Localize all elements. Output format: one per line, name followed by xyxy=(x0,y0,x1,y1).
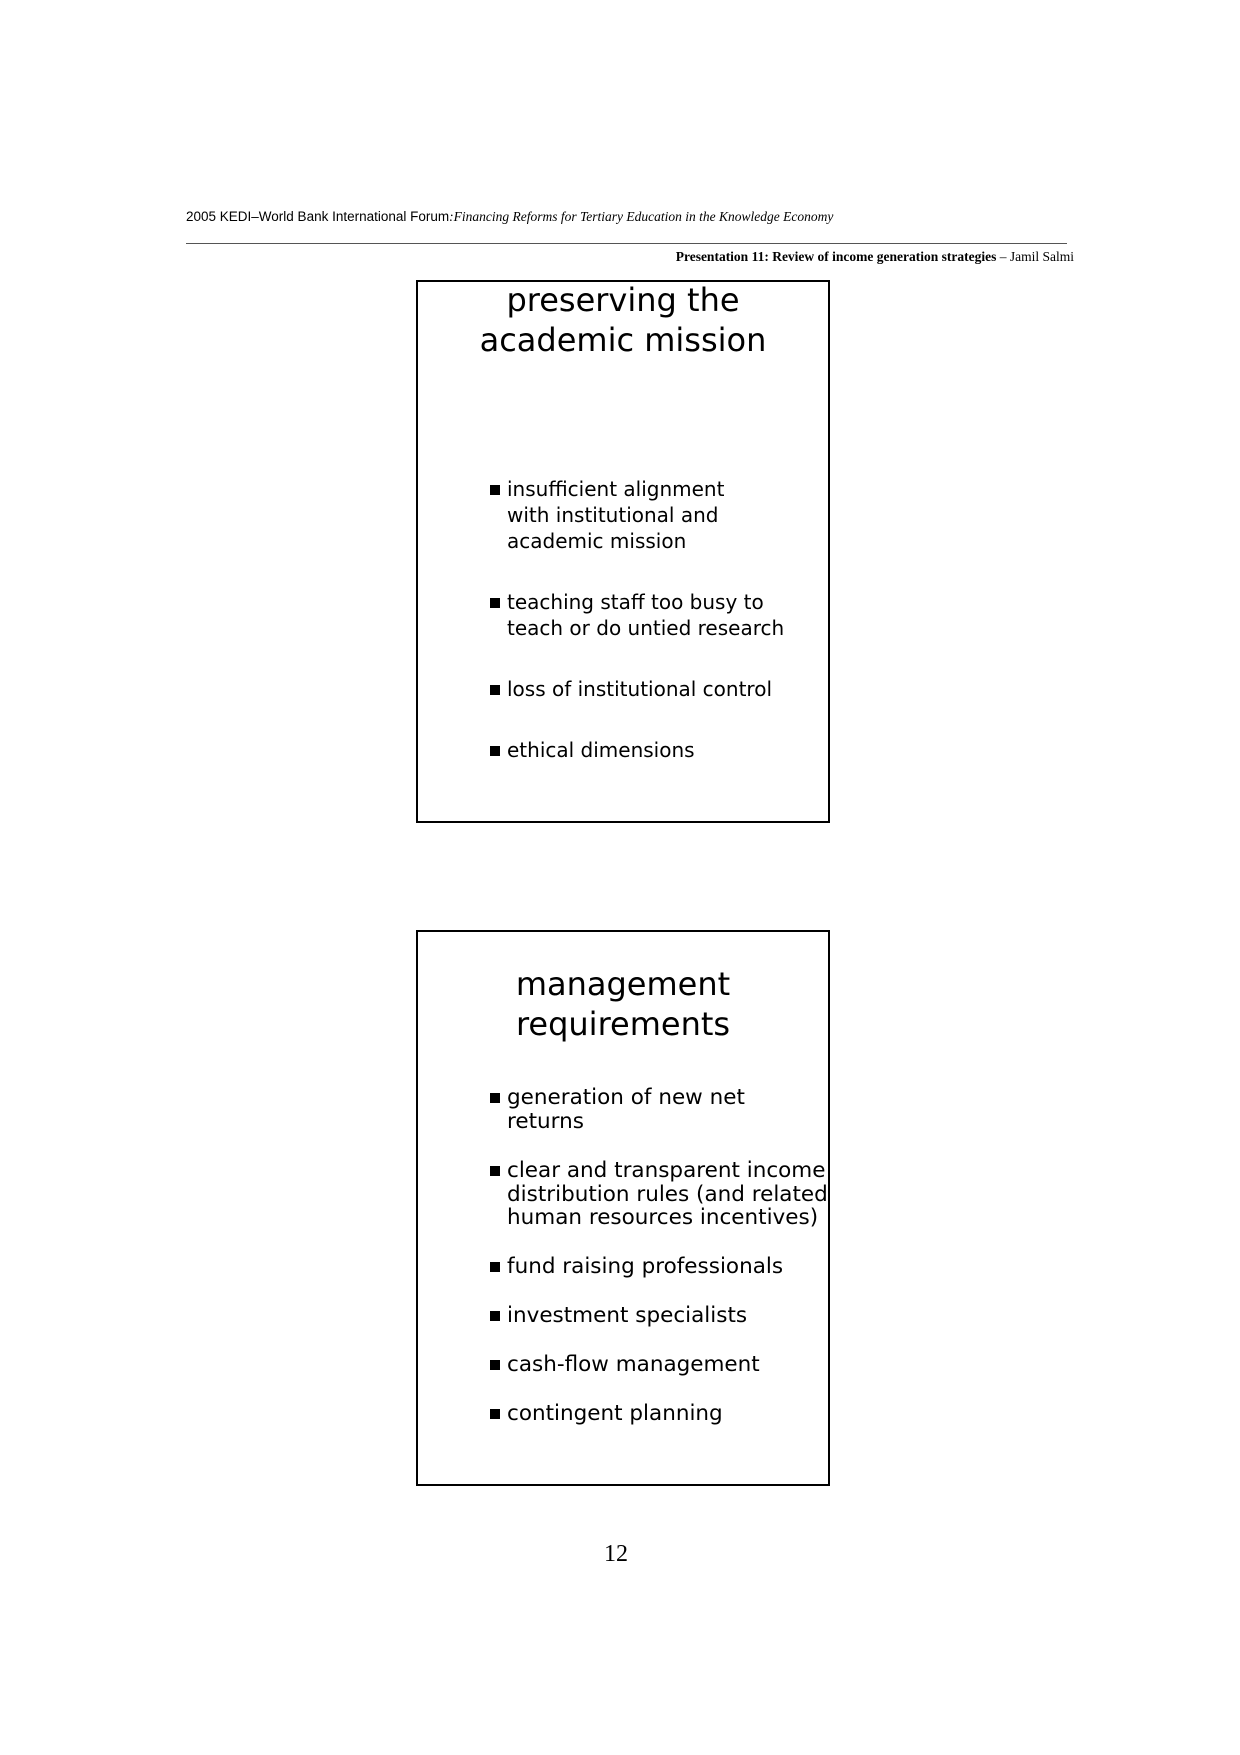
square-bullet-icon xyxy=(490,685,500,695)
square-bullet-icon xyxy=(490,1311,500,1321)
bullet-item xyxy=(490,1086,835,1133)
square-bullet-icon xyxy=(490,1409,500,1419)
bullet-text: investment specialists xyxy=(507,1303,748,1328)
slide-title-line: academic mission xyxy=(479,321,767,359)
square-bullet-icon xyxy=(490,1360,500,1370)
bullet-item xyxy=(490,1402,835,1426)
page-number: 12 xyxy=(604,1541,628,1567)
header-separator: : xyxy=(449,209,454,224)
forum-name: 2005 KEDI–World Bank International Forum xyxy=(186,209,450,224)
slide-title-line: preserving the xyxy=(506,281,740,319)
square-bullet-icon xyxy=(490,1093,500,1103)
bullet-text: teaching staff too busy to teach or do untied research xyxy=(507,590,785,640)
bullet-text: clear and transparent income distribution rules (and related human resources incentives) xyxy=(507,1158,828,1230)
bullet-item xyxy=(490,737,835,763)
square-bullet-icon xyxy=(490,1262,500,1272)
header-rule xyxy=(186,243,1067,244)
slide-preserving-academic-mission xyxy=(416,280,830,823)
square-bullet-icon xyxy=(490,746,500,756)
bullet-item xyxy=(490,1353,835,1377)
bullet-item xyxy=(490,1255,835,1279)
bullet-item xyxy=(490,476,835,554)
bullet-text: generation of new net returns xyxy=(507,1085,745,1134)
slide-management-requirements xyxy=(416,930,830,1486)
bullet-text: contingent planning xyxy=(507,1401,723,1426)
forum-subtitle: Financing Reforms for Tertiary Education in the Knowledge Economy xyxy=(453,209,834,224)
square-bullet-icon xyxy=(490,598,500,608)
square-bullet-icon xyxy=(490,485,500,495)
presentation-author: Jamil Salmi xyxy=(1009,249,1074,264)
bullet-text: ethical dimensions xyxy=(507,738,695,762)
square-bullet-icon xyxy=(490,1166,500,1176)
bullet-item xyxy=(490,1304,835,1328)
bullet-item xyxy=(490,589,835,641)
running-header xyxy=(186,209,833,225)
bullet-text: cash-flow management xyxy=(507,1352,760,1377)
bullet-item xyxy=(490,1159,835,1230)
presentation-line xyxy=(676,249,1074,265)
presentation-title: Presentation 11: Review of income generation strategies xyxy=(675,249,997,264)
bullet-text: insufficient alignment with institutional and academic mission xyxy=(507,477,725,553)
slide-title-line: management xyxy=(515,965,731,1003)
presentation-dash: – xyxy=(996,249,1010,264)
bullet-text: fund raising professionals xyxy=(507,1254,784,1279)
slide-title-line: requirements xyxy=(515,1005,731,1043)
bullet-text: loss of institutional control xyxy=(507,677,772,701)
bullet-item xyxy=(490,676,835,702)
